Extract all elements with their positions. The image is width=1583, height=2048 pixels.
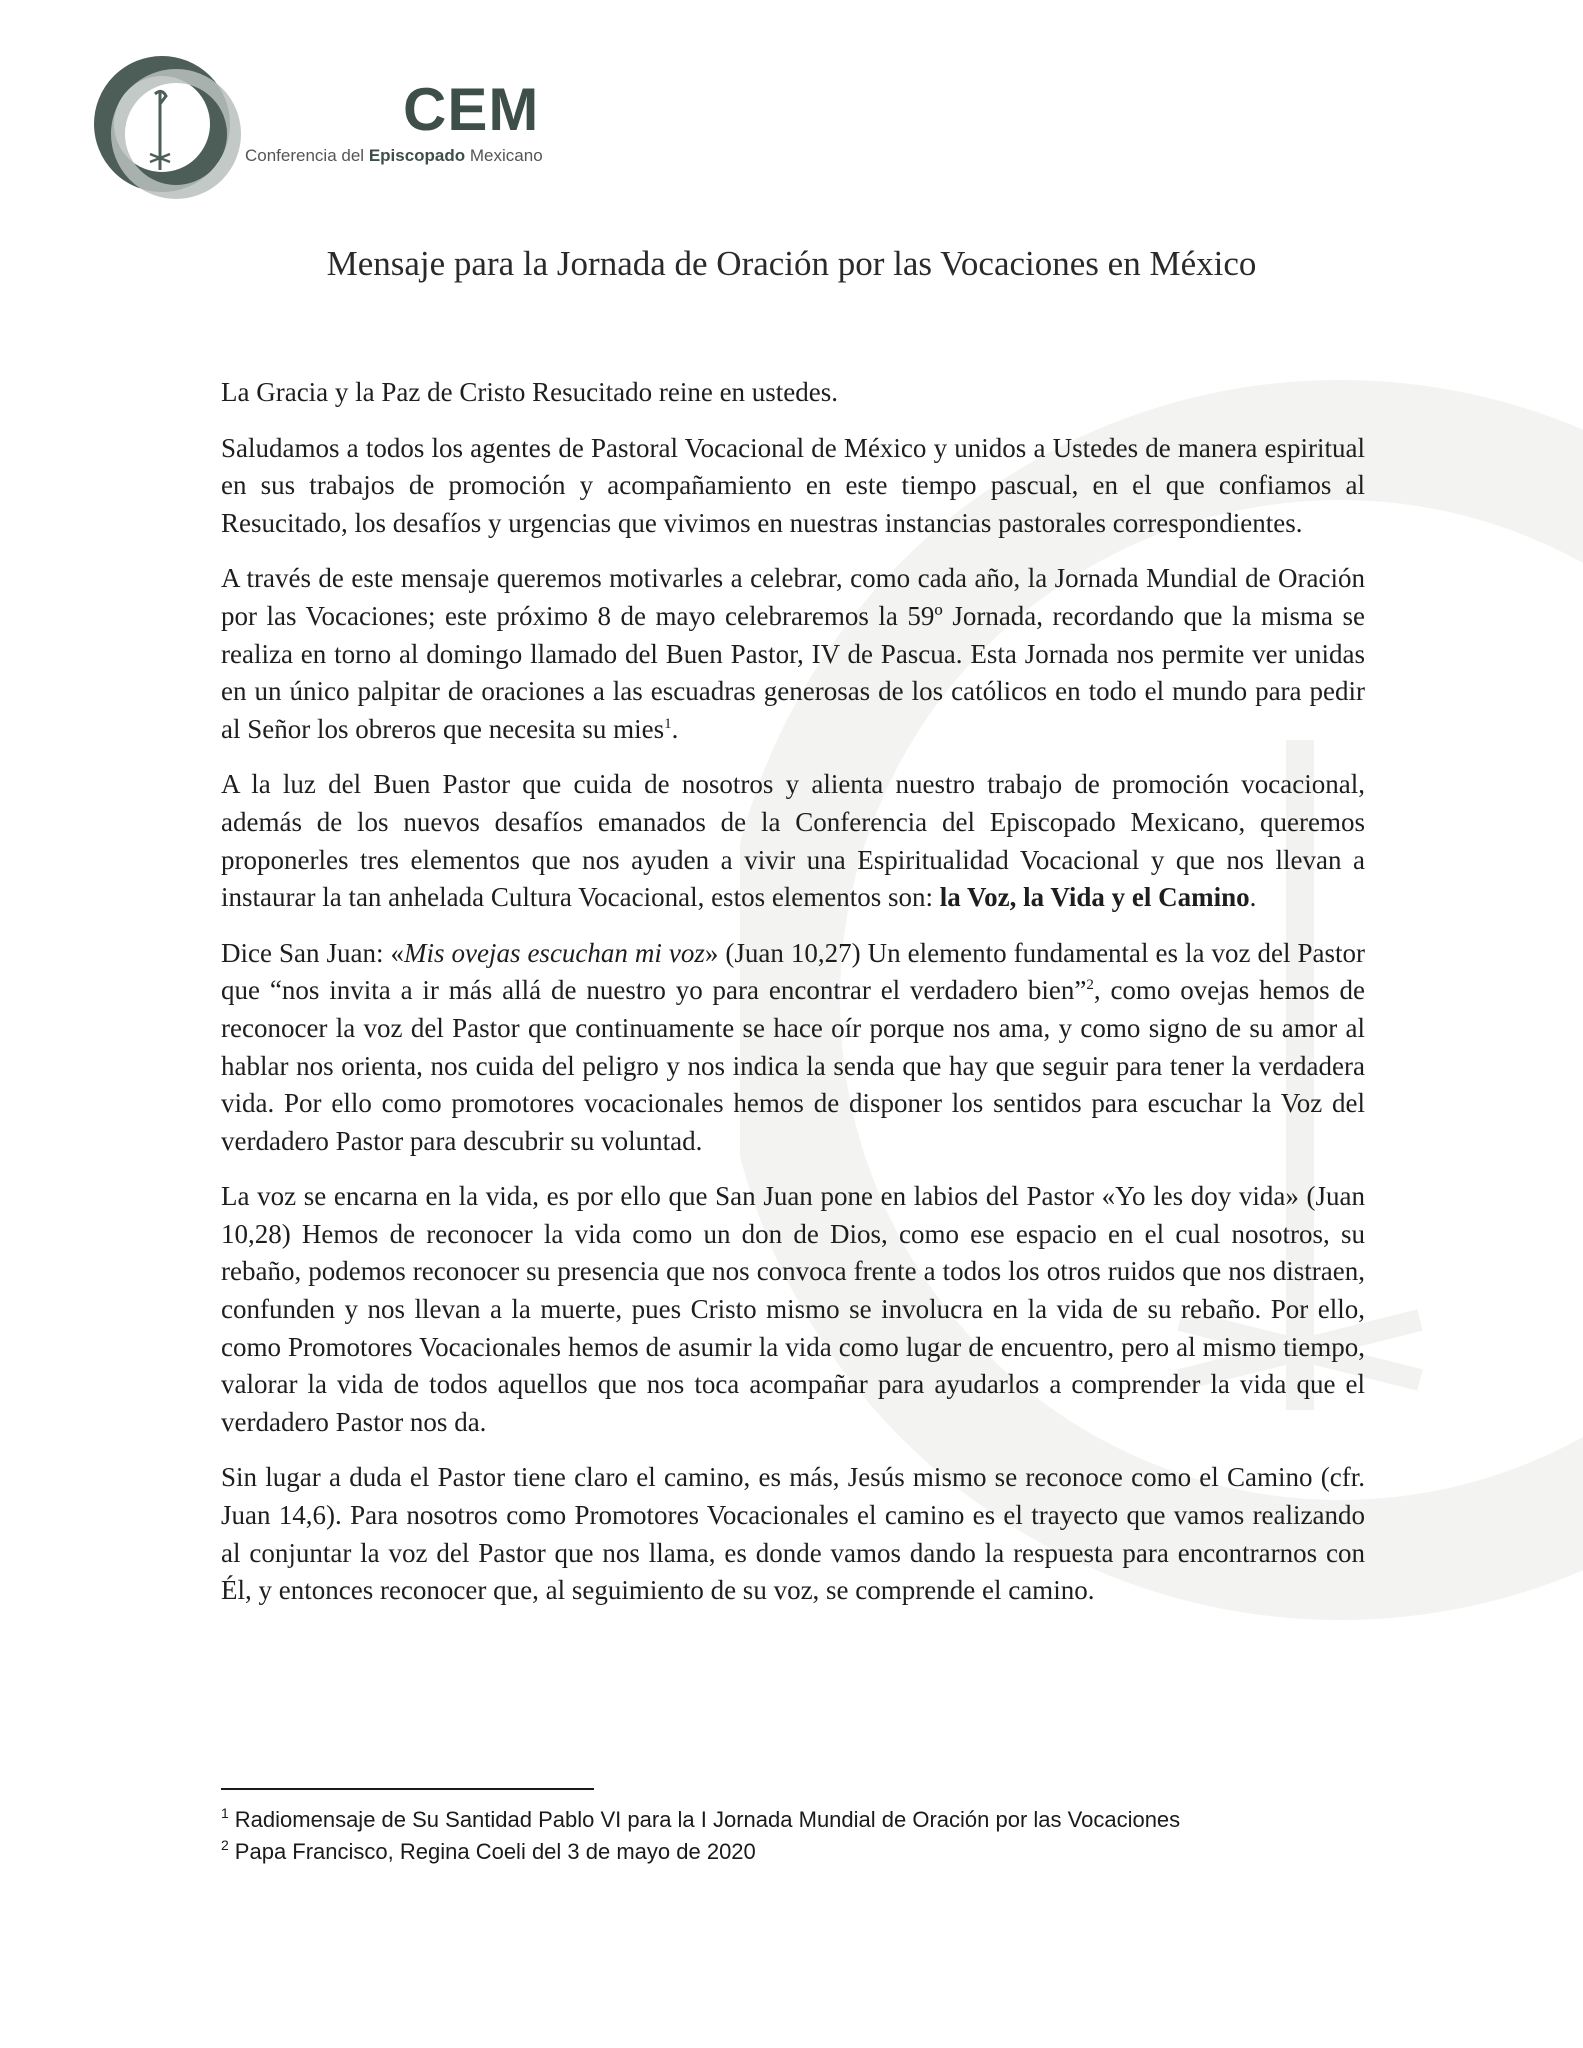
footnote-item: $^1$ Radiomensaje de Su Santidad Pablo VI para la I Jornada Mundial de Oración por las Vocaciones (221, 1805, 1181, 1832)
paragraph-4: A la luz del Buen Pastor que cuida de nosotros y alienta nuestro trabajo de promoción vocacional, además de los nuevos desafíos emanados de la Conferencia del Episcopado Mexicano, queremos proponerles tres elementos que nos ayuden a vivir una Espiritualidad Vocacional y que nos llevan a instaurar la tan anhelada Cultura Vocacional, estos elementos son: la Voz, la Vida y el Camino. (221, 769, 1365, 913)
three-elements: la Voz, la Vida y el Camino (939, 882, 1250, 913)
brand (245, 76, 543, 166)
paragraph-7: Sin lugar a duda el Pastor tiene claro el camino, es más, Jesús mismo se reconoce como el Camino (cfr. Juan 14,6). Para nosotros como Promotores Vocacionales el camino es el trayecto que vamos realizando al conjuntar la voz del Pastor que nos llama, es donde vamos dando la respuesta para encontrarnos con Él, y entonces reconocer que, al seguimiento de su voz, se comprende el camino. (221, 1462, 1365, 1606)
footnotes (221, 1804, 1180, 1868)
brand-name: CEM (403, 76, 540, 143)
paragraph-5: Dice San Juan: «Mis ovejas escuchan mi voz» (Juan 10,27) Un elemento fundamental es la voz del Pastor que “nos invita a ir más allá de nuestro yo para encontrar el verdadero bien”$^2$, como ovejas hemos de reconocer la voz del Pastor que continuamente se hace oír porque nos ama, y como signo de su amor al hablar nos orienta, nos cuida del peligro y nos indica la senda que hay que seguir para tener la verdadera vida. Por ello como promotores vocacionales hemos de disponer los sentidos para escuchar la Voz del verdadero Pastor para descubrir su voluntad. (221, 937, 1365, 1156)
footnote-ref-1: 1 (664, 715, 672, 732)
document-body (221, 374, 1365, 1628)
paragraph-greeting: La Gracia y la Paz de Cristo Resucitado reine en ustedes. (221, 377, 839, 407)
footnote-ref-2: 2 (1086, 977, 1094, 994)
document-title: Mensaje para la Jornada de Oración por las Vocaciones en México (326, 244, 1257, 283)
footnote-item: $^2$ Papa Francisco, Regina Coeli del 3 de mayo de 2020 (221, 1837, 756, 1864)
brand-subtitle: Conferencia del Episcopado Mexicano (245, 146, 543, 165)
cem-logo-icon (90, 52, 250, 202)
footnote-divider (221, 1788, 594, 1790)
paragraph-6: La voz se encarna en la vida, es por ello que San Juan pone en labios del Pastor «Yo les doy vida» (Juan 10,28) Hemos de reconocer la vida como un don de Dios, como ese espacio en el cual nosotros, su rebaño, podemos reconocer su presencia que nos convoca frente a todos los otros ruidos que nos distraen, confunden y nos llevan a la muerte, pues Cristo mismo se involucra en la vida de su rebaño. Por ello, como Promotores Vocacionales hemos de asumir la vida como lugar de encuentro, pero al mismo tiempo, valorar la vida de todos aquellos que nos toca acompañar para ayudarlos a comprender la vida que el verdadero Pastor nos da. (221, 1181, 1365, 1437)
paragraph-3: A través de este mensaje queremos motivarles a celebrar, como cada año, la Jornada Mundial de Oración por las Vocaciones; este próximo 8 de mayo celebraremos la 59º Jornada, recordando que la misma se realiza en torno al domingo llamado del Buen Pastor, IV de Pascua. Esta Jornada nos permite ver unidas en un único palpitar de oraciones a las escuadras generosas de los católicos en todo el mundo para pedir al Señor los obreros que necesita su mies$^1$. (221, 563, 1365, 744)
paragraph-2: Saludamos a todos los agentes de Pastoral Vocacional de México y unidos a Ustedes de manera espiritual en sus trabajos de promoción y acompañamiento en este tiempo pascual, en el que confiamos al Resucitado, los desafíos y urgencias que vivimos en nuestras instancias pastorales correspondientes. (221, 432, 1365, 538)
